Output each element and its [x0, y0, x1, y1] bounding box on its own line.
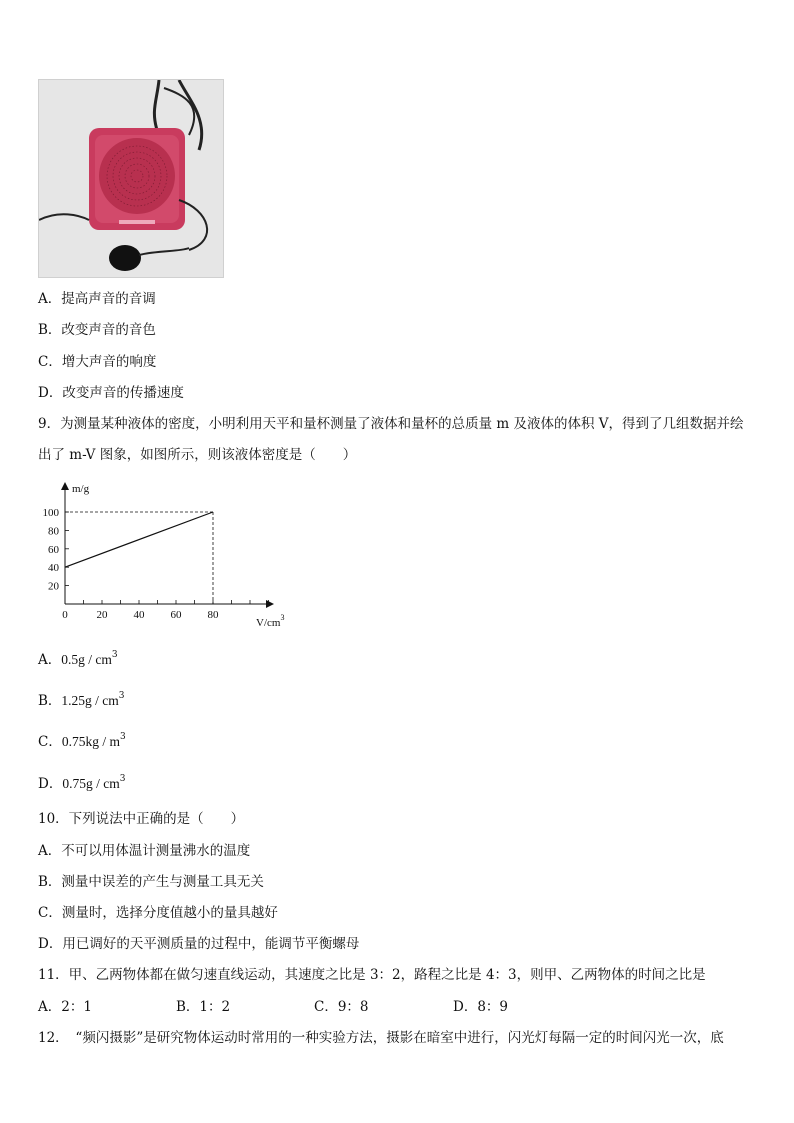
q9-option-d: D．$0.75g / cm^3$ — [38, 774, 126, 792]
y-tick-label: 100 — [42, 507, 59, 519]
y-tick-label: 60 — [48, 543, 59, 556]
q8-option-d: D．改变声音的传播速度 — [38, 385, 184, 401]
x-axis-label-sup: 3 — [280, 613, 285, 622]
q11-option-c: C．9：8 — [314, 999, 369, 1015]
q10-option-b: B．测量中误差的产生与测量工具无关 — [38, 874, 264, 890]
q9-option-b: B．$1.25g / cm^3$ — [38, 691, 125, 709]
x-tick-label: 20 — [96, 609, 108, 621]
q8-option-a: A．提高声音的音调 — [38, 291, 156, 307]
q11-option-a: A．2：1 — [38, 999, 92, 1015]
x-axis-arrow — [266, 600, 274, 608]
q9-stem-line2: 出了 m-V 图象，如图所示，则该液体密度是（ ） — [38, 447, 357, 463]
y-tick-label: 40 — [48, 562, 59, 575]
q11-option-d: D．8：9 — [453, 999, 509, 1015]
y-tick-label: 80 — [48, 525, 59, 538]
q8-option-c: C．增大声音的响度 — [38, 354, 157, 370]
mv-chart — [38, 478, 308, 633]
q8-option-b: B．改变声音的音色 — [38, 322, 156, 338]
loudspeaker-image — [39, 80, 223, 277]
speaker-photo — [38, 79, 224, 278]
x-tick-label: 60 — [170, 609, 182, 621]
y-tick-label: 20 — [48, 580, 59, 593]
q9-option-a: A．$0.5g / cm^3$ — [38, 650, 118, 668]
q10-option-a: A．不可以用体温计测量沸水的温度 — [38, 843, 251, 859]
series-line — [65, 512, 213, 567]
y-axis-arrow — [61, 482, 69, 490]
y-axis-label: m/g — [72, 483, 90, 495]
q10-option-d: D．用已调好的天平测质量的过程中，能调节平衡螺母 — [38, 936, 360, 952]
q11-stem: 11．甲、乙两物体都在做匀速直线运动，其速度之比是 3：2，路程之比是 4：3，则甲、乙两物体的时间之比是 — [38, 967, 706, 983]
q11-option-b: B．1：2 — [176, 999, 231, 1015]
x-tick-label: 40 — [133, 609, 145, 621]
q10-stem: 10．下列说法中正确的是（ ） — [38, 811, 245, 827]
x-axis-label: $V/cm^3$ — [256, 613, 285, 629]
q12-stem: 12． “频闪摄影”是研究物体运动时常用的一种实验方法，摄影在暗室中进行，闪光灯每隔一定的时间闪光一次，底 — [38, 1030, 724, 1046]
x-tick-label: 80 — [207, 609, 219, 621]
q9-stem-line1: 9．为测量某种液体的密度，小明利用天平和量杯测量了液体和量杯的总质量 m 及液体的体积 V，得到了几组数据并绘 — [38, 416, 744, 432]
x-tick-label: 0 — [62, 609, 68, 621]
q10-option-c: C．测量时，选择分度值越小的量具越好 — [38, 905, 278, 921]
q9-option-c: C．$0.75kg / m^3$ — [38, 732, 126, 750]
